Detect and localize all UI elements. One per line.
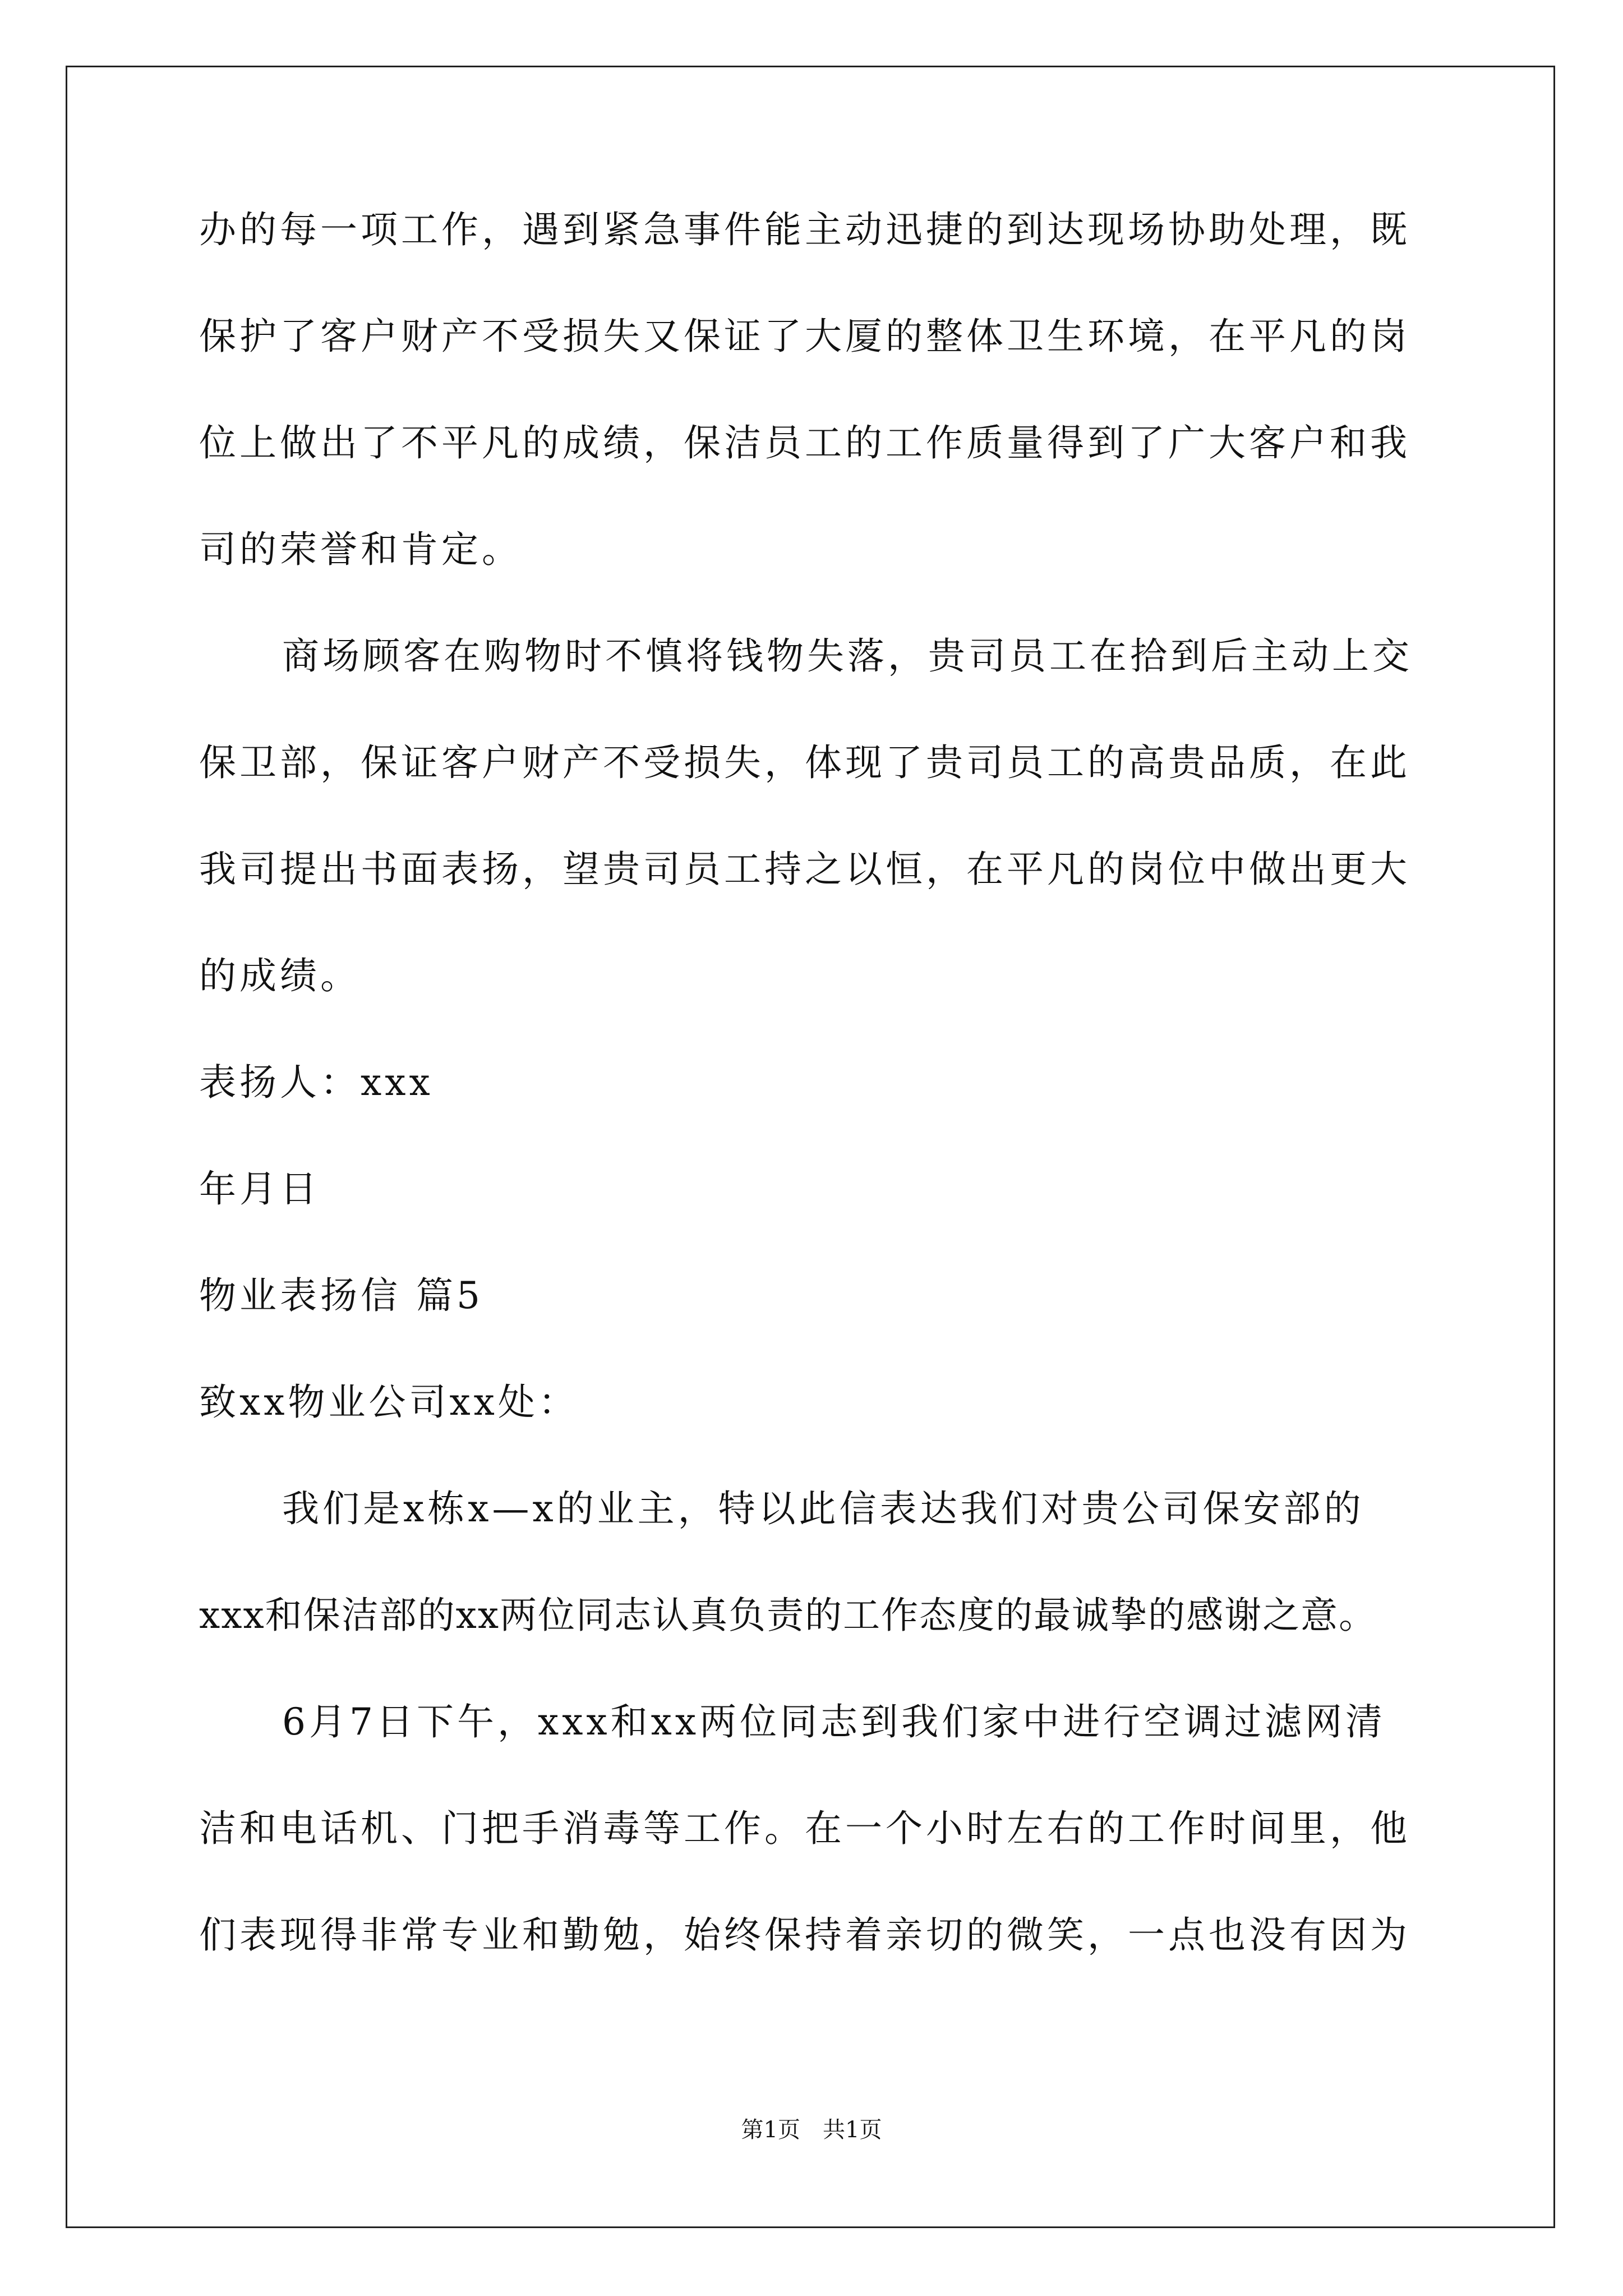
text-line: 保护了客户财产不受损失又保证了大厦的整体卫生环境，在平凡的岗 — [199, 315, 1410, 358]
text-line: 司的荣誉和肯定。 — [199, 528, 522, 571]
text-line: xxx和保洁部的xx两位同志认真负责的工作态度的最诚挚的感谢之意。 — [199, 1594, 1377, 1637]
date-line: 年月日 — [199, 1167, 320, 1211]
text-line: 我们是x栋x—x的业主，特以此信表达我们对贵公司保安部的 — [282, 1487, 1364, 1530]
page-border — [66, 66, 1555, 2228]
text-line: 的成绩。 — [199, 954, 361, 997]
text-line: 保卫部，保证客户财产不受损失，体现了贵司员工的高贵品质，在此 — [199, 741, 1410, 784]
signature-line: 表扬人：xxx — [199, 1061, 434, 1104]
text-line: 商场顾客在购物时不慎将钱物失落，贵司员工在拾到后主动上交 — [282, 634, 1413, 678]
text-line: 们表现得非常专业和勤勉，始终保持着亲切的微笑，一点也没有因为 — [199, 1913, 1410, 1957]
text-line: 6月7日下午，xxx和xx两位同志到我们家中进行空调过滤网清 — [282, 1700, 1386, 1743]
text-line: 我司提出书面表扬，望贵司员工持之以恒，在平凡的岗位中做出更大 — [199, 848, 1410, 891]
page-number-footer: 第1页 共1页 — [741, 2117, 882, 2143]
section-heading: 物业表扬信 篇5 — [199, 1274, 483, 1317]
text-line: 位上做出了不平凡的成绩，保洁员工的工作质量得到了广大客户和我 — [199, 421, 1410, 464]
salutation-line: 致xx物业公司xx处： — [199, 1381, 579, 1424]
text-line: 洁和电话机、门把手消毒等工作。在一个小时左右的工作时间里，他 — [199, 1807, 1410, 1850]
text-line: 办的每一项工作，遇到紧急事件能主动迅捷的到达现场协助处理，既 — [199, 208, 1410, 251]
